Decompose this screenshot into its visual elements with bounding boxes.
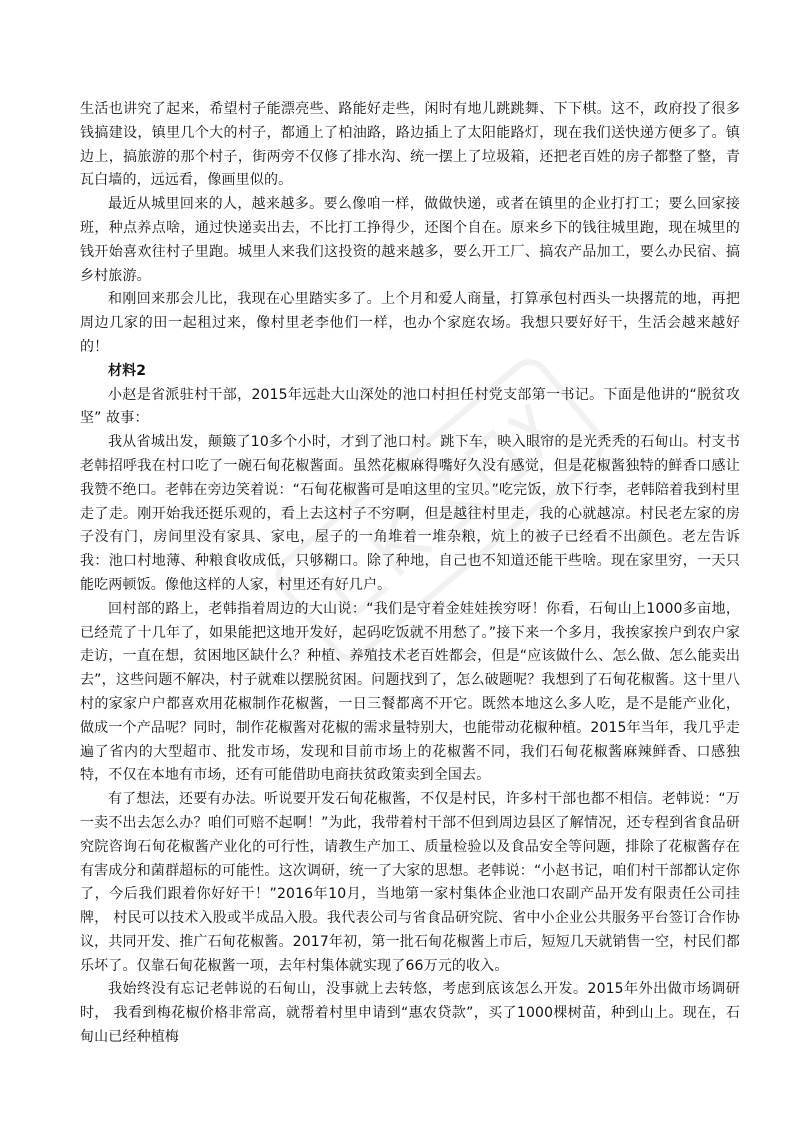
paragraph-company-founding: 有了想法，还要有办法。听说要开发石甸花椒酱，不仅是村民，许多村干部也都不相信。老韩说：“万一卖不出去怎么办？咱们可赔不起啊！”为此，我带着村干部不但到周边县区了解情况，还专程到省食品研究院咨询石甸花椒酱产业化的可行性，请教生产加工、质量检验以及食品安全等问题，排除了花椒酱存在有害成分和菌群超标的可能性。这次调研，统一了大家的思想。老韩说：“小赵书记，咱们村干部都认定你了，今后我们跟着你好好干！”2016年10月，当地第一家村集体企业池口农副产品开发有限责任公司挂牌， 村民可以技术入股或半成品入股。我代表公司与省食品研究院、省中小企业公共服务平台签订合作协议，共同开发、推广石甸花椒酱。2017年初，第一批石甸花椒酱上市后，短短几天就销售一空，村民们都乐坏了。仅靠石甸花椒酱一项，去年村集体就实现了66万元的收入。 <box>80 791 740 974</box>
paragraph-family-farm: 和刚回来那会儿比，我现在心里踏实多了。上个月和爱人商量，打算承包村西头一块撂荒的地，再把周边几家的田一起租过来，像村里老李他们一样，也办个家庭农场。我想只要好好干，生活会越来越好的！ <box>80 291 740 355</box>
document-body <box>80 98 740 1050</box>
section-heading-material-2: 材料2 <box>108 362 147 379</box>
paragraph-shidian-mountain: 我始终没有忘记老韩说的石甸山，没事就上去转悠，考虑到底该怎么开发。2015年外出做市场调研时， 我看到梅花椒价格非常高，就帮着村里申请到“惠农贷款”，买了1000棵树苗，种到山上。现在，石甸山已经种植梅 <box>80 981 740 1046</box>
paragraph-continuation: 生活也讲究了起来，希望村子能漂亮些、路能好走些，闲时有地儿跳跳舞、下下棋。这不，政府投了很多钱搞建设，镇里几个大的村子，都通上了柏油路，路边插上了太阳能路灯，现在我们送快递方便多了。镇边上，搞旅游的那个村子，街两旁不仅修了排水沟、统一摆上了垃圾箱，还把老百姓的房子都整了整，青瓦白墙的，远远看，像画里似的。 <box>80 101 740 189</box>
paragraph-xiaozhao-intro: 小赵是省派驻村干部，2015年远赴大山深处的池口村担任村党支部第一书记。下面是他讲的“脱贫攻坚” 故事： <box>80 386 740 427</box>
paragraph-returning-people: 最近从城里回来的人，越来越多。要么像咱一样，做做快递，或者在镇里的企业打打工；要么回家接班，种点养点啥，通过快递卖出去，不比打工挣得少，还图个自在。原来乡下的钱往城里跑，现在城里的钱开始喜欢往村子里跑。城里人来我们这投资的越来越多，要么开工厂、搞农产品加工，要么办民宿、搞乡村旅游。 <box>80 196 740 284</box>
paragraph-arrival-chikou: 我从省城出发，颠簸了10多个小时，才到了池口村。跳下车，映入眼帘的是光秃秃的石甸山。村支书老韩招呼我在村口吃了一碗石甸花椒酱面。虽然花椒麻得嘴好久没有感觉，但是花椒酱独特的鲜香口感让我赞不绝口。老韩在旁边笑着说：“石甸花椒酱可是咱这里的宝贝。”吃完饭，放下行李，老韩陪着我到村里走了走。刚开始我还挺乐观的，看上去这村子不穷啊，但是越往村里走，我的心就越凉。村民老左家的房子没有门，房间里没有家具、家电，屋子的一角堆着一堆杂粮，炕上的被子已经看不出颜色。老左告诉我：池口村地薄、种粮食收成低，只够糊口。除了种地，自己也不知道还能干些啥。现在家里穷，一天只能吃两顿饭。像他这样的人家，村里还有好几户。 <box>80 434 740 593</box>
paragraph-pepper-sauce-idea: 回村部的路上，老韩指着周边的大山说：“我们是守着金娃娃挨穷呀！你看，石甸山上1000多亩地，已经荒了十几年了，如果能把这地开发好，起码吃饭就不用愁了。”接下来一个多月，我挨家挨户到农户家走访，一直在想，贫困地区缺什么？种植、养殖技术老百姓都会，但是“应该做什么、怎么做、怎么能卖出去”，这些问题不解决，村子就难以摆脱贫困。问题找到了，怎么破题呢？我想到了石甸花椒酱。这十里八村的家家户户都喜欢用花椒制作花椒酱，一日三餐都离不开它。既然本地这么多人吃，是不是能产业化，做成一个产品呢？同时，制作花椒酱对花椒的需求量特别大，也能带动花椒种植。2015年当年，我几乎走遍了省内的大型超市、批发市场，发现和目前市场上的花椒酱不同，我们石甸花椒酱麻辣鲜香、口感独特，不仅在本地有市场，还有可能借助电商扶贫政策卖到全国去。 <box>80 600 740 784</box>
